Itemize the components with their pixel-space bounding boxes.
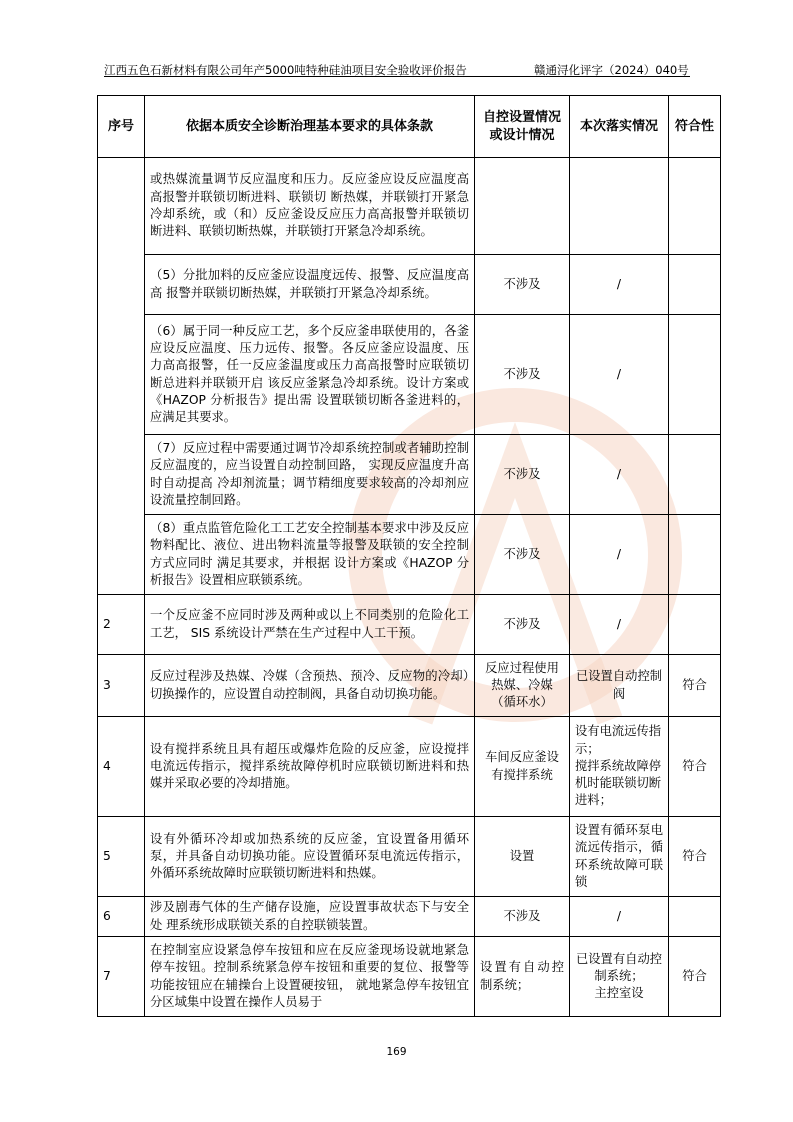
col-header-result: 符合性 — [669, 96, 721, 158]
row-index — [98, 158, 145, 595]
row-clause: （6）属于同一种反应工艺，多个反应釜串联使用的，各釜应设反应温度、压力远传、报警。各反应釜应设温度、压力高高报警，任一反应釜温度或压力高高报警时应联锁切断总进料并联锁开启 该反应釜紧急冷却系统。设计方案或《HAZOP 分析报告》提出需 设置联锁切断各釜进料的，应满足其要求。 — [145, 315, 475, 435]
row-design: 设置有自动控制系统； — [475, 937, 570, 1017]
row-design: 不涉及 — [475, 315, 570, 435]
row-design: 不涉及 — [475, 595, 570, 655]
row-design: 不涉及 — [475, 515, 570, 595]
row-result: 符合 — [669, 655, 721, 717]
page-number: 169 — [386, 1046, 407, 1058]
row-design: 车间反应釜设有搅拌系统 — [475, 717, 570, 817]
row-status: / — [570, 315, 669, 435]
row-result — [669, 435, 721, 515]
table-row — [98, 817, 721, 897]
row-clause: 反应过程涉及热媒、冷媒（含预热、预冷、反应物的冷却）切换操作的，应设置自动控制阀，具备自动切换功能。 — [145, 655, 475, 717]
table-row — [98, 655, 721, 717]
row-clause: 设有搅拌系统且具有超压或爆炸危险的反应釜，应设搅拌电流远传指示，搅拌系统故障停机时应联锁切断进料和热媒并采取必要的冷却措施。 — [145, 717, 475, 817]
row-clause: （8）重点监管危险化工工艺安全控制基本要求中涉及反应物料配比、液位、进出物料流量等报警及联锁的安全控制方式应同时 满足其要求，并根据 设计方案或《HAZOP 分析报告》设置相应联锁系统。 — [145, 515, 475, 595]
row-result — [669, 515, 721, 595]
row-index: 4 — [98, 717, 145, 817]
row-status: / — [570, 435, 669, 515]
row-index: 3 — [98, 655, 145, 717]
table-row — [98, 158, 721, 255]
document-number: 赣通浔化评字（2024）040号 — [534, 63, 689, 77]
row-clause: 设有外循环冷却或加热系统的反应釜，宜设置备用循环泵，并具备自动切换功能。应设置循环泵电流远传指示，外循环系统故障时应联锁切断进料和热媒。 — [145, 817, 475, 897]
table-row — [98, 515, 721, 595]
col-header-index: 序号 — [98, 96, 145, 158]
row-index: 5 — [98, 817, 145, 897]
row-clause: （7）反应过程中需要通过调节冷却系统控制或者辅助控制反应温度的，应当设置自动控制回路， 实现反应温度升高时自动提高 冷却剂流量；调节精细度要求较高的冷却剂应设流量控制回路。 — [145, 435, 475, 515]
row-design — [475, 158, 570, 255]
row-status: / — [570, 515, 669, 595]
checklist-table — [97, 95, 721, 1017]
row-status: / — [570, 595, 669, 655]
table-row — [98, 717, 721, 817]
row-clause: 在控制室应设紧急停车按钮和应在反应釜现场设就地紧急停车按钮。控制系统紧急停车按钮和重要的复位、报警等功能按钮应在辅操台上设置硬按钮， 就地紧急停车按钮宜分区域集中设置在操作人员易于 — [145, 937, 475, 1017]
page-header — [104, 62, 690, 76]
row-status: 已设置自动控制阀 — [570, 655, 669, 717]
row-result: 符合 — [669, 937, 721, 1017]
report-title: 江西五色石新材料有限公司年产5000吨特种硅油项目安全验收评价报告 — [104, 63, 467, 77]
row-result: 符合 — [669, 717, 721, 817]
row-result — [669, 897, 721, 937]
row-design: 反应过程使用热媒、冷媒（循环水） — [475, 655, 570, 717]
table-row — [98, 255, 721, 315]
table-row — [98, 595, 721, 655]
row-result — [669, 595, 721, 655]
row-design: 不涉及 — [475, 255, 570, 315]
row-result — [669, 158, 721, 255]
row-index: 6 — [98, 897, 145, 937]
row-status: 设有电流远传指示； 搅拌系统故障停机时能联锁切断进料； — [570, 717, 669, 817]
row-design: 设置 — [475, 817, 570, 897]
col-header-design: 自控设置情况或设计情况 — [475, 96, 570, 158]
row-index: 7 — [98, 937, 145, 1017]
row-clause: （5）分批加料的反应釜应设温度远传、报警、反应温度高高 报警并联锁切断热媒，并联锁打开紧急冷却系统。 — [145, 255, 475, 315]
col-header-status: 本次落实情况 — [570, 96, 669, 158]
row-status: 已设置有自动控制系统； 主控室设 — [570, 937, 669, 1017]
table-row — [98, 315, 721, 435]
row-result — [669, 315, 721, 435]
row-design: 不涉及 — [475, 897, 570, 937]
table-row — [98, 937, 721, 1017]
row-status: / — [570, 897, 669, 937]
row-result: 符合 — [669, 817, 721, 897]
row-status — [570, 158, 669, 255]
table-header-row — [98, 96, 721, 158]
table-row — [98, 897, 721, 937]
header-rule — [104, 76, 690, 77]
row-clause: 一个反应釜不应同时涉及两种或以上不同类别的危险化工工艺， SIS 系统设计严禁在生产过程中人工干预。 — [145, 595, 475, 655]
table-row — [98, 435, 721, 515]
row-design: 不涉及 — [475, 435, 570, 515]
col-header-clause: 依据本质安全诊断治理基本要求的具体条款 — [145, 96, 475, 158]
row-status: / — [570, 255, 669, 315]
row-status: 设置有循环泵电流远传指示，循环系统故障可联锁 — [570, 817, 669, 897]
row-result — [669, 255, 721, 315]
row-clause: 或热媒流量调节反应温度和压力。反应釜应设反应温度高高报警并联锁切断进料、联锁切 断热媒，并联锁打开紧急冷却系统，或（和）反应釜设反应压力高高报警并联锁切断进料、联锁切断热媒，并联锁打开紧急冷却系统。 — [145, 158, 475, 255]
row-index: 2 — [98, 595, 145, 655]
row-clause: 涉及剧毒气体的生产储存设施，应设置事故状态下与安全处 理系统形成联锁关系的自控联锁装置。 — [145, 897, 475, 937]
